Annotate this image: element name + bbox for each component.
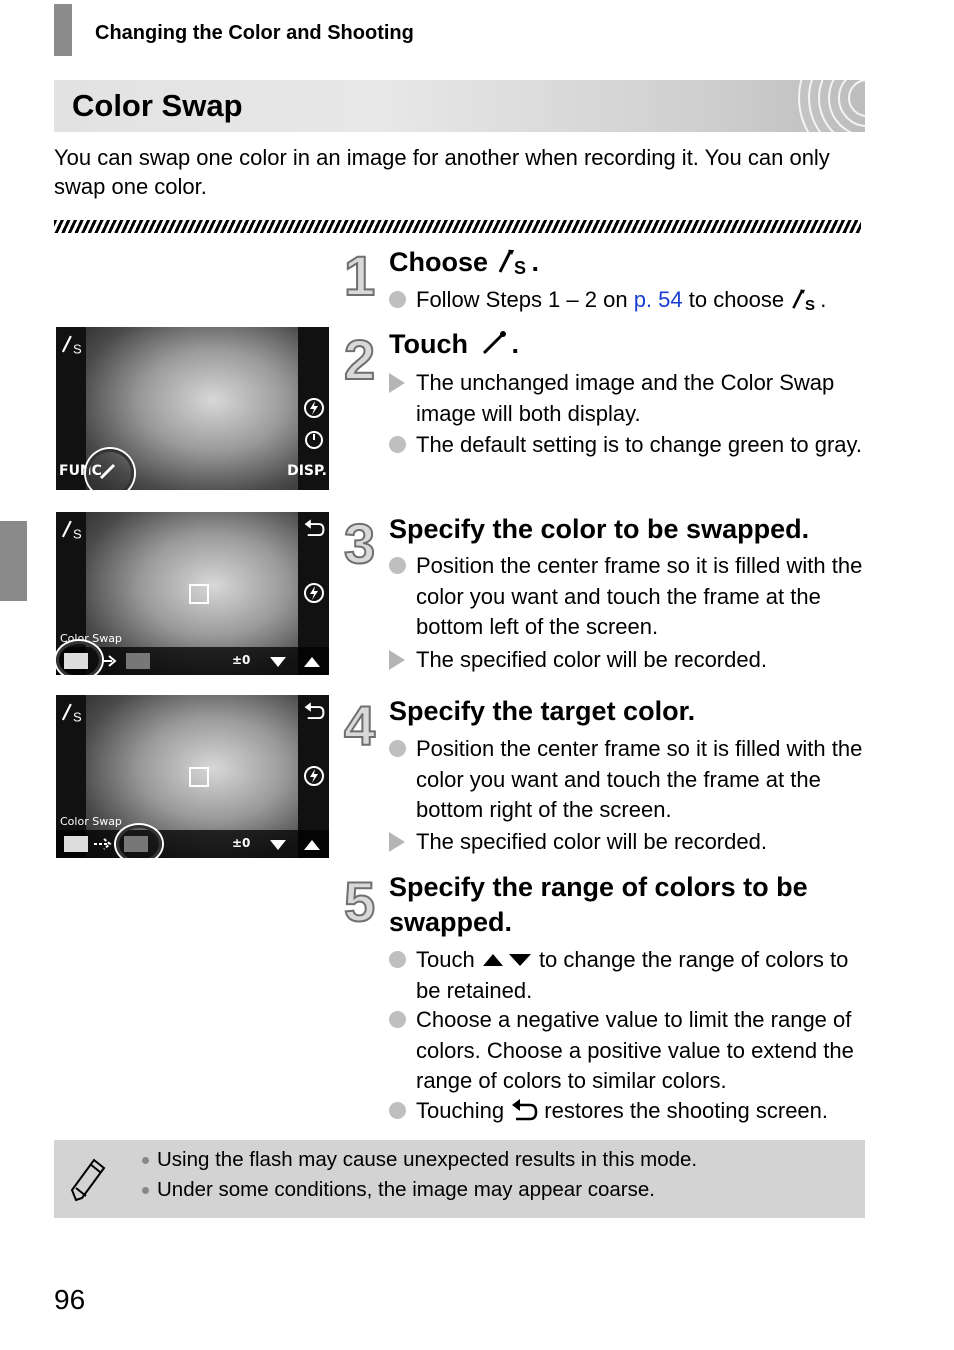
center-frame <box>189 767 209 787</box>
page-number: 96 <box>54 1284 86 1315</box>
section-header: Changing the Color and Shooting <box>95 22 414 44</box>
flash-icon[interactable] <box>303 397 325 419</box>
return-arrow-icon[interactable] <box>303 701 325 721</box>
note-item: Under some conditions, the image may appear coarse. <box>142 1178 655 1202</box>
bullet-icon <box>389 557 406 574</box>
source-color-swatch[interactable] <box>64 653 88 669</box>
svg-text:S: S <box>73 526 82 542</box>
step-number: 2 <box>344 328 376 391</box>
bullet-icon <box>142 1187 149 1194</box>
color-swap-mode-icon <box>60 331 86 357</box>
step-number: 4 <box>344 694 376 757</box>
list-item: Follow Steps 1 – 2 on p. 54 to choose S . <box>389 285 874 316</box>
hatched-divider <box>54 220 861 233</box>
header-bar <box>54 4 72 56</box>
target-color-swatch[interactable] <box>126 653 150 669</box>
down-arrow-icon[interactable] <box>268 838 288 852</box>
arrow-right-icon <box>94 837 114 851</box>
flash-icon[interactable] <box>303 582 325 604</box>
up-arrow-icon[interactable] <box>302 655 322 669</box>
decorative-circles-icon <box>775 80 865 132</box>
camera-screen-step2 <box>56 327 329 490</box>
center-frame <box>189 584 209 604</box>
step-title: Specify the range of colors to be swapped. <box>389 872 808 937</box>
camera-screen-step3 <box>56 512 329 675</box>
color-swap-mode-icon <box>60 516 86 542</box>
list-item: The specified color will be recorded. <box>389 827 874 858</box>
list-item: Position the center frame so it is filled with the color you want and touch the frame at the bottom right of the screen. <box>389 734 874 826</box>
intro-text: You can swap one color in an image for another when recording it. You can only swap one color. <box>54 145 830 199</box>
bullet-icon <box>142 1157 149 1164</box>
color-swap-mode-icon <box>496 246 532 276</box>
svg-text:S: S <box>805 296 816 312</box>
return-arrow-icon[interactable] <box>303 518 325 538</box>
eyedropper-icon <box>476 329 512 357</box>
bullet-icon <box>389 740 406 757</box>
disp-button[interactable]: DISP. <box>287 463 327 479</box>
arrow-right-icon <box>102 654 118 668</box>
flash-icon[interactable] <box>303 765 325 787</box>
step-title: Choose S . <box>389 247 540 277</box>
page-title: Color Swap <box>72 88 243 123</box>
list-item: Choose a negative value to limit the range of colors. Choose a positive value to extend the range of colors to similar colors. <box>389 1005 874 1097</box>
step-number: 5 <box>344 870 376 933</box>
list-item: The specified color will be recorded. <box>389 645 874 676</box>
up-arrow-icon[interactable] <box>302 838 322 852</box>
eyedropper-icon[interactable] <box>96 459 120 483</box>
up-down-arrows-icon <box>481 951 533 969</box>
color-swap-label: Color Swap <box>60 632 122 645</box>
result-arrow-icon <box>389 650 405 670</box>
list-item: The default setting is to change green to gray. <box>389 430 874 461</box>
step-title: Touch . <box>389 329 520 359</box>
color-swap-mode-icon <box>790 286 820 312</box>
target-color-swatch[interactable] <box>124 836 148 852</box>
list-item: The unchanged image and the Color Swap image will both display. <box>389 368 874 429</box>
step-number: 3 <box>344 512 376 575</box>
range-value: ±0 <box>232 836 251 850</box>
note-box <box>54 1140 865 1218</box>
chapter-tab <box>0 521 27 601</box>
title-band <box>54 80 865 132</box>
step-title: Specify the target color. <box>389 696 696 726</box>
list-item: Touch to change the range of colors to be retained. <box>389 945 874 1006</box>
list-item: Touching restores the shooting screen. <box>389 1096 874 1127</box>
down-arrow-icon[interactable] <box>268 655 288 669</box>
pencil-icon <box>68 1154 108 1204</box>
svg-text:S: S <box>73 709 82 725</box>
color-swap-label: Color Swap <box>60 815 122 828</box>
result-arrow-icon <box>389 373 405 393</box>
bullet-icon <box>389 1102 406 1119</box>
func-button[interactable]: FUNC <box>59 463 102 479</box>
bullet-icon <box>389 436 406 453</box>
camera-screen-step4 <box>56 695 329 858</box>
result-arrow-icon <box>389 832 405 852</box>
page-link[interactable]: p. 54 <box>633 287 683 312</box>
return-arrow-icon <box>510 1099 538 1121</box>
list-item: Position the center frame so it is filled with the color you want and touch the frame at the bottom left of the screen. <box>389 551 874 643</box>
range-value: ±0 <box>232 653 251 667</box>
bullet-icon <box>389 951 406 968</box>
note-item: Using the flash may cause unexpected results in this mode. <box>142 1148 697 1172</box>
bullet-icon <box>389 291 406 308</box>
source-color-swatch[interactable] <box>64 836 88 852</box>
bullet-icon <box>389 1011 406 1028</box>
step-number: 1 <box>344 244 376 307</box>
step-title: Specify the color to be swapped. <box>389 514 810 544</box>
self-timer-off-icon[interactable] <box>303 429 325 451</box>
svg-text:S: S <box>73 341 82 357</box>
svg-text:S: S <box>513 258 526 276</box>
color-swap-mode-icon <box>60 699 86 725</box>
